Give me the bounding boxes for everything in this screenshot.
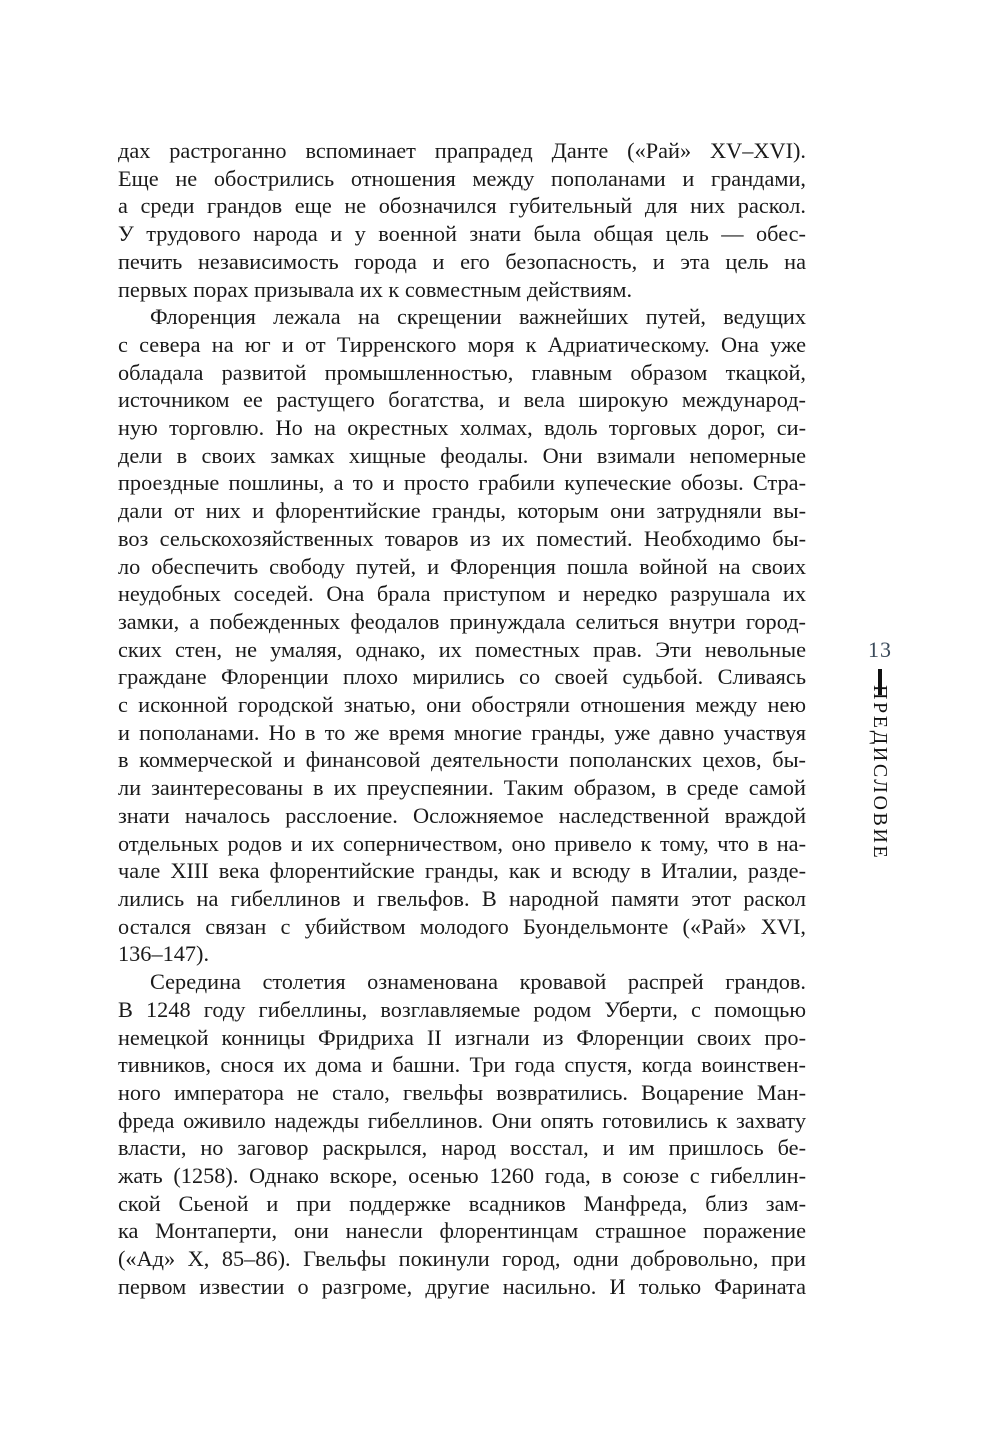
text-line: в коммерческой и финансовой деятельности пополанских цехов, бы- bbox=[118, 747, 806, 773]
text-line: ка Монтаперти, они нанесли флорентинцам страшное поражение bbox=[118, 1218, 806, 1244]
running-title-container bbox=[860, 685, 900, 861]
text-line: замки, а побежденных феодалов принуждала селиться внутри город- bbox=[118, 608, 806, 634]
text-line: В 1248 году гибеллины, возглавляемые родом Уберти, с помощью bbox=[118, 996, 806, 1022]
side-folio bbox=[860, 637, 900, 861]
text-line: власти, но заговор раскрылся, народ восстал, и им пришлось бе- bbox=[118, 1135, 806, 1161]
text-line: немецкой конницы Фридриха II изгнали из Флоренции своих про- bbox=[118, 1024, 806, 1050]
running-title: ПРЕДИСЛОВИЕ bbox=[869, 685, 891, 861]
paragraph-2 bbox=[118, 303, 806, 968]
text-line: тивников, снося их дома и башни. Три года спустя, когда воинствен- bbox=[118, 1052, 806, 1078]
text-line: У трудового народа и у военной знати была общая цель — обес- bbox=[118, 221, 806, 247]
text-line: первых порах призывала их к совместным действиям. bbox=[118, 276, 633, 302]
text-line: лились на гибеллинов и гвельфов. В народной памяти этот раскол bbox=[118, 885, 806, 911]
text-line: жать (1258). Однако вскоре, осенью 1260 года, в союзе с гибеллин- bbox=[118, 1163, 806, 1189]
text-line: воз сельскохозяйственных товаров из их поместий. Необходимо бы- bbox=[118, 525, 806, 551]
text-line: печить независимость города и его безопасность, и эта цель на bbox=[118, 248, 806, 274]
text-line: остался связан с убийством молодого Буондельмонте («Рай» XVI, bbox=[118, 913, 806, 939]
paragraph-1 bbox=[118, 137, 806, 303]
text-line: дали от них и флорентийские гранды, которым они затрудняли вы- bbox=[118, 498, 806, 524]
text-line: а среди грандов еще не обозначился губительный для них раскол. bbox=[118, 193, 806, 219]
text-line: проездные пошлины, а то и просто грабили купеческие обозы. Стра- bbox=[118, 470, 806, 496]
text-line: отдельных родов и их соперничеством, оно привело к тому, что в на- bbox=[118, 830, 806, 856]
text-line: ских стен, не умаляя, однако, их поместных прав. Эти невольные bbox=[118, 636, 806, 662]
text-line: чале XIII века флорентийские гранды, как и всюду в Италии, разде- bbox=[118, 858, 806, 884]
page-body bbox=[118, 137, 806, 1301]
text-line: обладала развитой промышленностью, главным образом ткацкой, bbox=[118, 359, 806, 385]
text-line: неудобных соседей. Она брала приступом и нередко разрушала их bbox=[118, 581, 806, 607]
text-line: ли заинтересованы в их преуспеянии. Таким образом, в среде самой bbox=[118, 775, 806, 801]
page-number: 13 bbox=[868, 637, 892, 662]
text-line: с севера на юг и от Тирренского моря к Адриатическому. Она уже bbox=[118, 331, 806, 357]
text-line: Середина столетия ознаменована кровавой распрей грандов. bbox=[150, 969, 806, 995]
text-line: 136–147). bbox=[118, 941, 210, 967]
text-line: первом известии о разгроме, другие насильно. И только Фарината bbox=[118, 1273, 806, 1299]
text-line: дели в своих замках хищные феодалы. Они взимали непомерные bbox=[118, 442, 806, 468]
text-line: и пополанами. Но в то же время многие гранды, уже давно участвуя bbox=[118, 719, 806, 745]
text-line: Флоренция лежала на скрещении важнейших путей, ведущих bbox=[150, 304, 806, 330]
text-line: Еще не обострились отношения между пополанами и грандами, bbox=[118, 165, 806, 191]
text-line: фреда оживило надежды гибеллинов. Они опять готовились к захвату bbox=[118, 1107, 806, 1133]
text-line: граждане Флоренции плохо мирились со своей судьбой. Сливаясь bbox=[118, 664, 806, 690]
text-line: («Ад» X, 85–86). Гвельфы покинули город, одни добровольно, при bbox=[118, 1246, 806, 1272]
text-line: с исконной городской знатью, они обостряли отношения между нею bbox=[118, 692, 806, 718]
text-line: знати началось расслоение. Осложняемое наследственной враждой bbox=[118, 802, 806, 828]
text-line: дах растроганно вспоминает прапрадед Данте («Рай» XV–XVI). bbox=[118, 138, 806, 163]
text-line: ного императора не стало, гвельфы возвратились. Воцарение Ман- bbox=[118, 1079, 806, 1105]
text-line: источником ее растущего богатства, и вела широкую международ- bbox=[118, 387, 806, 413]
text-line: ную торговлю. Но на окрестных холмах, вдоль торговых дорог, си- bbox=[118, 415, 806, 441]
text-line: ло обеспечить свободу путей, и Флоренция пошла войной на своих bbox=[118, 553, 806, 579]
text-line: ской Сьеной и при поддержке всадников Манфреда, близ зам- bbox=[118, 1190, 806, 1216]
paragraph-3 bbox=[118, 968, 806, 1300]
